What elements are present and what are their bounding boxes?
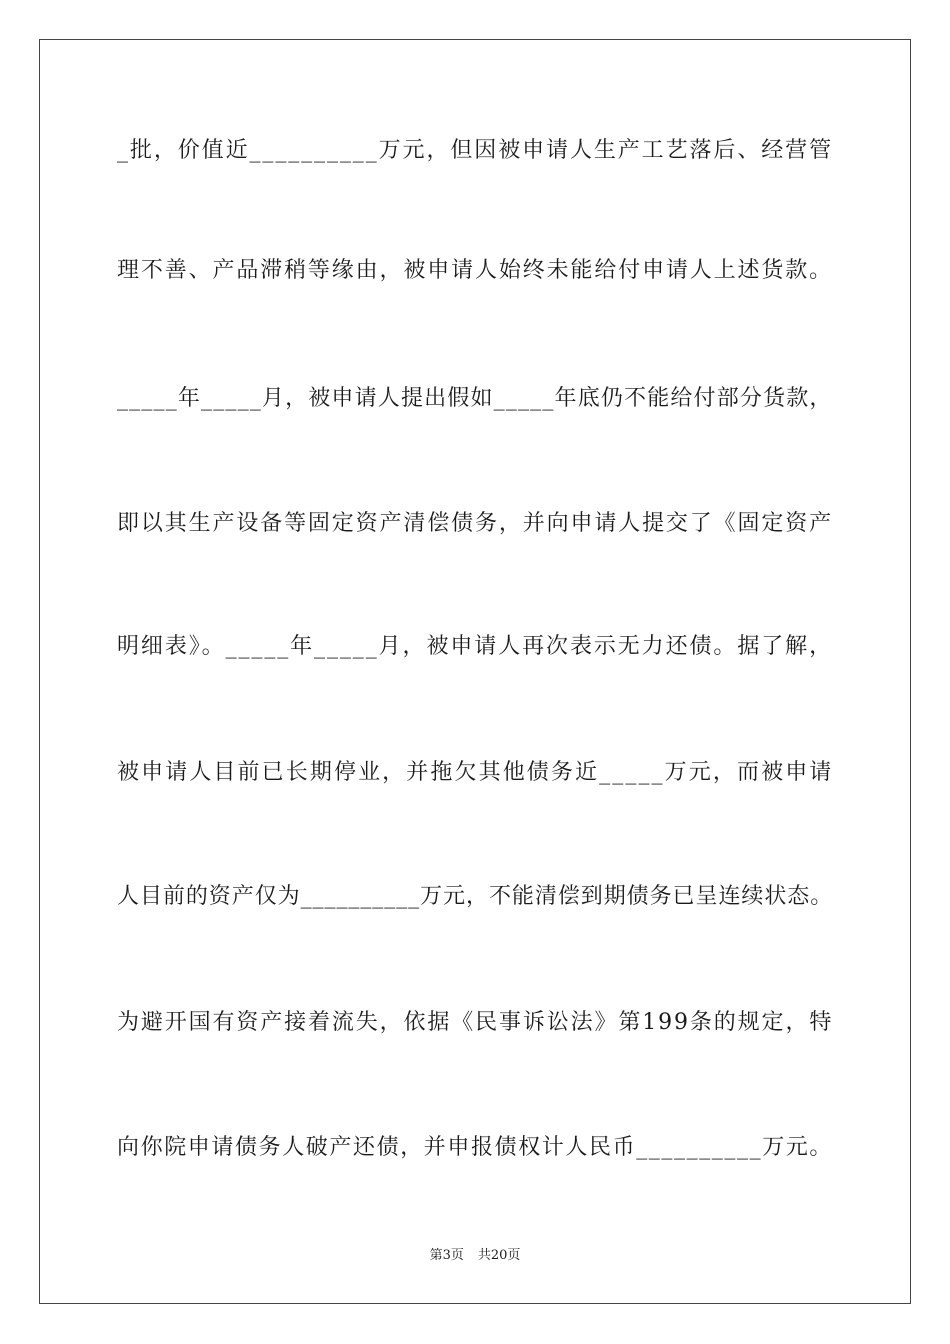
body-text-line: 被申请人目前已长期停业，并拖欠其他债务近_____万元，而被申请 [117, 760, 834, 785]
body-text-line: _____年_____月，被申请人提出假如_____年底仍不能给付部分货款， [117, 386, 833, 411]
body-text-line: 明细表》。_____年_____月，被申请人再次表示无力还债。据了解， [117, 634, 834, 659]
body-text-line: _批，价值近__________万元，但因被申请人生产工艺落后、经营管 [117, 138, 834, 163]
body-text-line: 即以其生产设备等固定资产清偿债务，并向申请人提交了《固定资产 [117, 511, 834, 536]
page-number: 第3页 [429, 1248, 464, 1263]
page-border [39, 39, 911, 1304]
page-footer [0, 1247, 950, 1265]
body-text-line: 人目前的资产仅为__________万元，不能清偿到期债务已呈连续状态。 [117, 884, 834, 909]
body-text-line: 理不善、产品滞稍等缘由，被申请人始终未能给付申请人上述货款。 [117, 258, 834, 283]
body-text-line: 向你院申请债务人破产还债，并申报债权计人民币__________万元。 [117, 1135, 834, 1160]
page-total: 共20页 [477, 1248, 521, 1263]
body-text-line: 为避开国有资产接着流失，依据《民事诉讼法》第199条的规定，特 [117, 1010, 834, 1035]
